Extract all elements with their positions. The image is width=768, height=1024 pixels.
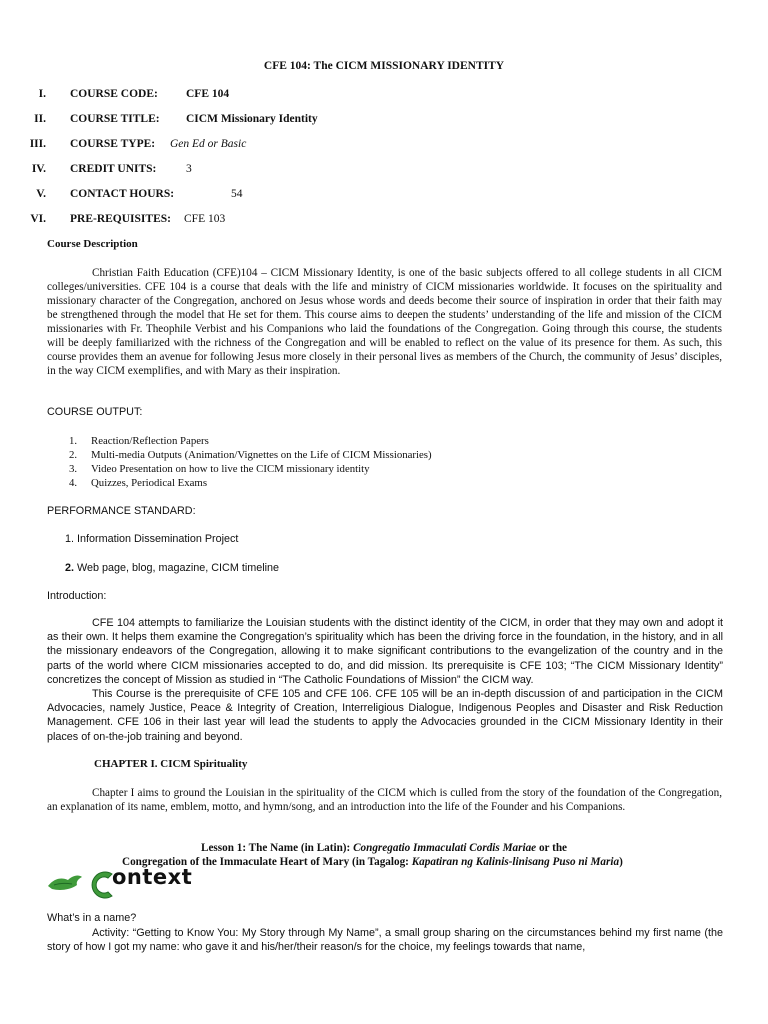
- row-number: IV.: [31, 163, 46, 175]
- list-number: 2.: [65, 562, 75, 574]
- letter-c-shape: [92, 872, 112, 898]
- row-value: CICM Missionary Identity: [186, 113, 318, 125]
- list-text: Video Presentation on how to live the CICM missionary identity: [91, 463, 370, 475]
- row-label: CONTACT HOURS:: [70, 188, 175, 200]
- row-value: 3: [186, 163, 192, 175]
- list-number: 2.: [69, 449, 78, 461]
- contact-hours-row: [0, 188, 700, 204]
- row-value: 54: [231, 188, 243, 200]
- list-item: [69, 463, 370, 477]
- closing-paren: ): [619, 856, 623, 868]
- context-logo: [46, 865, 206, 902]
- row-number: VI.: [30, 213, 46, 225]
- whats-in-a-name-question: What’s in a name?: [47, 912, 137, 924]
- list-number: 3.: [69, 463, 78, 475]
- row-number: V.: [36, 188, 46, 200]
- paragraph: Christian Faith Education (CFE)104 – CICM Missionary Identity, is one of the basic subjects offered to all college students in all CICM colleges/universities. CFE 104 is a course that deals with the life and ministry of CICM missionaries worldwide. It focuses on the spirituality and missionary character of the Congregation, anchored on Jesus whose words and deeds become their source of inspiration in order that their faith may be strengthened through the model that He set for them. This course aims to deepen the students’ understanding of the life and mission of the CICM missionaries with Fr. Theophile Verbist and his Companions who laid the foundations of the Congregation. Going through this course, the students will be deeply familiarized with the richness of the Congregation and will be enabled to reflect on the value of its presence for them. As such, this course provides them an avenue for following Jesus more closely in their personal lives as members of the Church, the community of Jesus’ disciples, in the way CICM exemplifies, and with Mary as their inspiration.: [47, 267, 722, 377]
- course-description-text: [47, 266, 722, 378]
- prerequisites-row: [0, 213, 700, 229]
- list-text: Reaction/Reflection Papers: [91, 435, 209, 447]
- paragraph: Activity: “Getting to Know You: My Story through My Name”, a small group sharing on the circumstances behind my first name (the story of how I got my name: who gave it and his/her/their reason/s for the choice, my feelings towards that name,: [47, 927, 723, 954]
- list-text: Quizzes, Periodical Exams: [91, 477, 208, 489]
- performance-item-2: [65, 562, 279, 576]
- row-value: Gen Ed or Basic: [170, 138, 247, 150]
- row-label: COURSE TITLE:: [70, 113, 160, 125]
- row-value: CFE 104: [186, 88, 230, 100]
- list-text: Web page, blog, magazine, CICM timeline: [74, 562, 280, 574]
- performance-item-1: 1. Information Dissemination Project: [65, 533, 239, 545]
- course-title-row: [0, 113, 700, 129]
- list-number: 4.: [69, 477, 78, 489]
- performance-standard-heading: PERFORMANCE STANDARD:: [47, 505, 196, 517]
- chapter-text: [47, 786, 722, 814]
- course-code-row: [0, 88, 700, 104]
- paragraph: CFE 104 attempts to familiarize the Louisian students with the distinct identity of the CICM, in order that they may own and adopt it as their own. It helps them examine the Congregation’s spirituality which has been the driving force in the foundation, in the history, and in all the missionary endeavors of the Congregation, allowing it to make significant contributions to the evangelization of the country and in the parts of the world where CICM missionaries accepted to do, and did mission. Its prerequisite is CFE 103; “The CICM Missionary Identity” concretizes the concept of Mission as studied in “The Catholic Foundations of Mission” the CICM way.: [47, 617, 723, 686]
- credit-units-row: [0, 163, 700, 179]
- introduction-heading: Introduction:: [47, 590, 107, 602]
- row-label: PRE-REQUISITES:: [70, 213, 171, 225]
- lesson-connector: or the: [536, 842, 568, 854]
- course-type-row: [0, 138, 700, 154]
- chapter-heading: CHAPTER I. CICM Spirituality: [94, 758, 248, 770]
- paragraph: This Course is the prerequisite of CFE 105 and CFE 106. CFE 105 will be an in-depth discussion of and participation in the CICM Advocacies, namely Justice, Peace & Integrity of Creation, Interreligious Dialogue, Indigenous Peoples and Disaster and Risk Reduction Management. CFE 106 in their last year will lead the students to apply the Advocacies grounded in the CICM Missionary Identity in their places of on-the-job training and beyond.: [47, 688, 723, 743]
- course-output-heading: COURSE OUTPUT:: [47, 406, 143, 418]
- english-name: Congregation of the Immaculate Heart of Mary (in Tagalog:: [122, 856, 412, 868]
- row-label: CREDIT UNITS:: [70, 163, 157, 175]
- tagalog-name: Kapatiran ng Kalinis-linisang Puso ni Maria: [411, 856, 620, 868]
- row-number: II.: [34, 113, 46, 125]
- activity-text: [47, 926, 723, 954]
- course-description-heading: Course Description: [47, 238, 138, 250]
- dove-shape: [48, 876, 82, 890]
- row-number: I.: [38, 88, 46, 100]
- row-label: COURSE CODE:: [70, 88, 158, 100]
- context-logo-text: ontext: [112, 865, 193, 889]
- list-number: 1.: [69, 435, 78, 447]
- row-value: CFE 103: [184, 213, 226, 225]
- list-item: [69, 477, 207, 491]
- lesson-title-line-1: [0, 842, 768, 856]
- paragraph: Chapter I aims to ground the Louisian in the spirituality of the CICM which is culled from the story of the foundation of the Congregation, an explanation of its name, emblem, motto, and hymn/song, and an introduction into the life of the Founder and his Companions.: [47, 787, 722, 813]
- list-item: [69, 449, 432, 463]
- latin-name: Congregatio Immaculati Cordis Mariae: [353, 842, 537, 854]
- lesson-label: Lesson 1: The Name (in Latin):: [200, 842, 354, 854]
- list-item: [69, 435, 209, 449]
- row-number: III.: [29, 138, 46, 150]
- row-label: COURSE TYPE:: [70, 138, 156, 150]
- introduction-text: [47, 616, 723, 744]
- document-title: CFE 104: The CICM MISSIONARY IDENTITY: [263, 60, 505, 72]
- list-text: Multi-media Outputs (Animation/Vignettes on the Life of CICM Missionaries): [91, 449, 432, 461]
